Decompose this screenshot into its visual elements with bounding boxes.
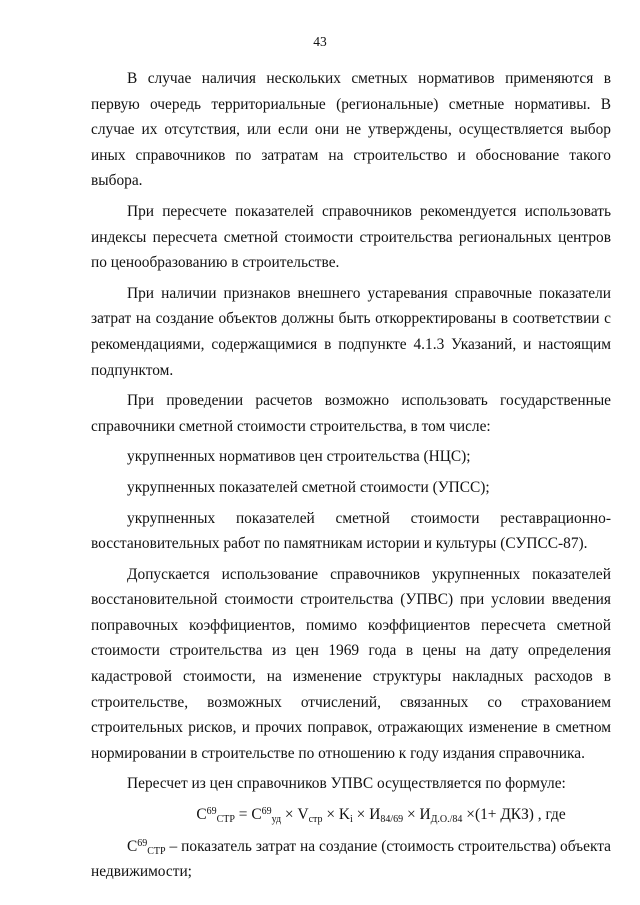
paragraph-supss: укрупненных показателей сметной стоимости реставрационно-восстановительных работ по памятникам истории и культуры (СУПСС-87). — [91, 509, 611, 553]
paragraph-normatives: В случае наличия нескольких сметных нормативов применяются в первую очередь территориальные (региональные) сметные нормативы. В случае их отсутствия, или если они не утверждены, осуществляется выбор иных справочников по затратам на строительство и обоснование такого выбора. — [91, 70, 611, 190]
paragraph-obsolescence: При наличии признаков внешнего устаревания справочные показатели затрат на создание объектов должны быть откорректированы в соответствии с рекомендациями, содержащимися в подпункте 4.1.3 Указаний, и настоящим подпунктом. — [91, 284, 611, 379]
definition-c69str: $С^{69}_{СТР}$ – показатель затрат на создание (стоимость строительства) объекта недвижимости; — [91, 837, 611, 881]
paragraph-formula-intro: Пересчет из цен справочников УПВС осуществляется по формуле: — [127, 775, 566, 793]
paragraph-state-handbooks: При проведении расчетов возможно использовать государственные справочники сметной стоимости строительства, в том числе: — [91, 392, 611, 435]
paragraph-indices: При пересчете показателей справочников рекомендуется использовать индексы пересчета сметной стоимости строительства региональных центров по ценообразованию в строительстве. — [91, 202, 611, 272]
paragraph-upvs: Допускается использование справочников укрупненных показателей восстановительной стоимости строительства (УПВС) при условии введения поправочных коэффициентов, помимо коэффициентов пересчета сметной стоимости строительства из цен 1969 года в цены на дату определения кадастровой стоимости, на изменение структуры накладных расходов в строительстве, возможных отчислений, связанных со страхованием строительных рисков, и прочих поправок, отражающих изменение в сметном нормировании в строительстве по отношению к году издания справочника. — [91, 565, 611, 762]
formula: $С^{69}_{СТР} = С^{69}_{уд} \times V_{стр} \times K_i \times И_{84/69} \times И_{Д.О./84} \times(1+ ДКЗ)$ , где — [196, 806, 566, 826]
list-item-upss: укрупненных показателей сметной стоимости (УПСС); — [127, 478, 490, 496]
document-body — [91, 66, 611, 885]
page-number: 43 — [313, 34, 327, 49]
list-item-ncs: укрупненных нормативов цен строительства (НЦС); — [127, 448, 471, 466]
